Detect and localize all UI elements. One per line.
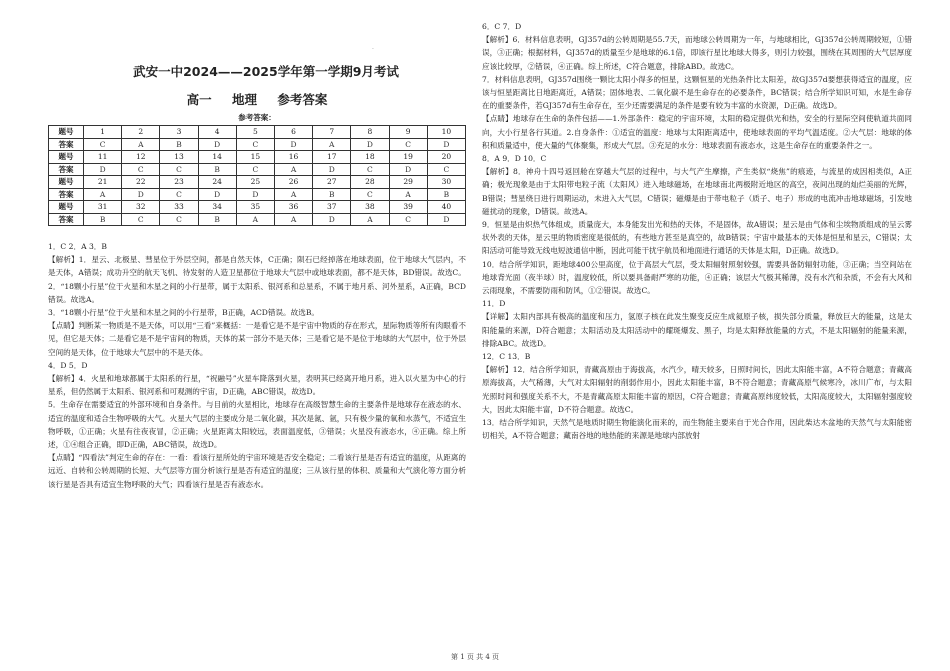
- answer-cell: A: [389, 188, 427, 201]
- answer-row: [49, 163, 466, 176]
- question-number-cell: 30: [427, 176, 465, 189]
- question-number-cell: 1: [84, 126, 122, 139]
- question-number-cell: 28: [351, 176, 389, 189]
- question-number-cell: 5: [236, 126, 274, 139]
- answer-cell: B: [198, 213, 236, 226]
- answer-cell: C: [236, 138, 274, 151]
- question-number-cell: 12: [122, 151, 160, 164]
- question-number-cell: 39: [389, 201, 427, 214]
- answer-cell: D: [313, 163, 351, 176]
- question-number-row: [49, 201, 466, 214]
- answer-cell: D: [122, 188, 160, 201]
- answer-cell: D: [427, 213, 465, 226]
- question-number-cell: 19: [389, 151, 427, 164]
- right-column: [482, 20, 912, 443]
- explanation-paragraph: 8．A 9．D 10．C: [482, 154, 547, 164]
- explanation-paragraph: 1．C 2．A 3．B: [48, 242, 107, 251]
- question-number-cell: 25: [236, 176, 274, 189]
- answer-cell: D: [427, 138, 465, 151]
- explanation-paragraph: 【解析】6．材料信息表明，GJ357d的公转周期是55.7天，而地球公转周期为一年，与地球相比，GJ357d公转周期较短，①错误，③正确；根据材料，GJ357d的质量至少是地球的6.1倍，即该行星比地球大得多，则引力较强，围绕在其周围的大气层厚度应该比较厚，②错误，④正确。综上所述，C符合题意，排除ABD。故选C。: [482, 35, 912, 71]
- question-number-row: [49, 151, 466, 164]
- question-number-row: [49, 126, 466, 139]
- question-number-cell: 7: [313, 126, 351, 139]
- answer-row: [49, 188, 466, 201]
- answer-cell: C: [427, 163, 465, 176]
- question-label-cell: 题号: [49, 201, 84, 214]
- explanation-paragraph: 9．恒星是由炽热气体组成，质量庞大，本身能发出光和热的天体，不是固体，故A错误；星云是由气体和尘埃物质组成的呈云雾状外表的天体，星云里的物质密度是很低的，有些地方甚至是真空的，故B错误；宇宙中最基本的天体是恒星和星云，C错误；太阳活动可能导致无线电短波通信中断，因此可能干扰宇航员和地面进行通话的天体是太阳，D正确。故选D。: [482, 220, 912, 256]
- question-number-cell: 32: [122, 201, 160, 214]
- question-number-cell: 38: [351, 201, 389, 214]
- answer-cell: D: [84, 163, 122, 176]
- question-number-cell: 20: [427, 151, 465, 164]
- explanation-paragraph: 6．C 7．D: [482, 22, 522, 31]
- question-number-cell: 11: [84, 151, 122, 164]
- answer-cell: C: [236, 163, 274, 176]
- answer-cell: C: [122, 163, 160, 176]
- explanation-paragraph: 【点睛】“四看法”判定生命的存在：一看：看该行星所处的宇宙环境是否安全稳定；二看该行星是否有适宜的温度，从距离的远近、自转和公转周期的长短、大气层等方面分析该行星是否有适宜的温度；三从该行星的体积、质量和大气演化等方面分析该行星是否具有适宜生物呼吸的大气；四看该行星是否有液态水。: [48, 453, 466, 489]
- answer-row: [49, 138, 466, 151]
- question-number-cell: 21: [84, 176, 122, 189]
- question-number-cell: 24: [198, 176, 236, 189]
- answer-cell: B: [84, 213, 122, 226]
- explanation-paragraph: 10．结合所学知识，距地球400公里高度，位于高层大气层，受太阳辐射照射较强，需要具备防辐射功能，③正确；当空间站在地球背光面（夜半球）时，温度较低，所以要具备耐严寒的功能，④正确；该层大气极其稀薄，没有水汽和杂质，不会有大风和云雨现象，不需要防雨和防风，①②错误。故选C。: [482, 259, 912, 296]
- answer-cell: A: [274, 188, 312, 201]
- question-number-cell: 23: [160, 176, 198, 189]
- explanation-paragraph: 【解析】1．星云、北极星、彗星位于外层空间，都是自然天体，C正确；陨石已经掉落在地球表面，位于地球大气层内，不是天体，A错误；成功升空的航天飞机、待发射的人造卫星都位于地球大气层中或地球表面，都不是天体，BD错误。故选C。: [48, 255, 466, 278]
- answer-cell: B: [160, 138, 198, 151]
- answer-cell: B: [427, 188, 465, 201]
- answer-cell: C: [122, 213, 160, 226]
- answer-cell: B: [198, 163, 236, 176]
- question-number-cell: 18: [351, 151, 389, 164]
- explanation-paragraph: 7．材料信息表明，GJ357d围绕一颗比太阳小得多的恒星，这颗恒星的光热条件比太阳差，故GJ357d要想获得适宜的温度，应该与恒星距离比日地距离近，A错误；固体地表、二氧化碳不是生命存在的必要条件，BC错误；结合所学知识可知，水是生命存在的重要条件，若GJ357d有生命存在，至少还需要满足的条件是要有较为丰富的水资源，D正确。故选D。: [482, 74, 912, 111]
- explanation-paragraph: 4．D 5．D: [48, 360, 88, 370]
- question-number-cell: 35: [236, 201, 274, 214]
- answer-cell: C: [389, 138, 427, 151]
- question-label-cell: 题号: [49, 176, 84, 189]
- explanation-paragraph: 2．“18颗小行星”位于火星和木星之间的小行星带，属于太阳系、银河系和总星系，不属于地月系、河外星系，A正确，BCD错误。故选A。: [48, 281, 466, 304]
- explanation-paragraph: 13．结合所学知识，天然气是地质时期生物能演化而来的，而生物能主要来自于光合作用，因此柴达木盆地的天然气与太阳能密切相关，A不符合题意；藏南谷地的地热能的来源是地球内部放射: [482, 418, 912, 441]
- answer-cell: A: [236, 213, 274, 226]
- top-mark: .: [372, 44, 374, 51]
- question-number-cell: 3: [160, 126, 198, 139]
- answer-cell: C: [389, 213, 427, 226]
- answer-cell: A: [274, 163, 312, 176]
- exam-title: 武安一中2024——2025学年第一学期9月考试: [133, 64, 399, 79]
- answer-cell: A: [351, 213, 389, 226]
- question-number-cell: 40: [427, 201, 465, 214]
- question-number-cell: 13: [160, 151, 198, 164]
- left-column: [48, 62, 466, 491]
- question-number-cell: 4: [198, 126, 236, 139]
- question-number-cell: 34: [198, 201, 236, 214]
- explanation-paragraph: 11．D: [482, 299, 506, 309]
- explanation-paragraph: 12．C 13．B: [482, 352, 531, 362]
- answer-row: [49, 213, 466, 226]
- question-number-cell: 17: [313, 151, 351, 164]
- question-label-cell: 题号: [49, 126, 84, 139]
- question-number-cell: 6: [274, 126, 312, 139]
- question-number-cell: 27: [313, 176, 351, 189]
- question-number-cell: 37: [313, 201, 351, 214]
- answer-label-cell: 答案: [49, 188, 84, 201]
- question-number-row: [49, 176, 466, 189]
- question-number-cell: 22: [122, 176, 160, 189]
- answer-cell: C: [160, 188, 198, 201]
- answer-table: [48, 125, 466, 226]
- answer-cell: A: [313, 138, 351, 151]
- answer-label-cell: 答案: [49, 163, 84, 176]
- answer-cell: A: [84, 188, 122, 201]
- question-number-cell: 15: [236, 151, 274, 164]
- answer-cell: C: [160, 163, 198, 176]
- answer-cell: D: [198, 188, 236, 201]
- question-number-cell: 8: [351, 126, 389, 139]
- question-number-cell: 16: [274, 151, 312, 164]
- exam-subtitle: 高一 地理 参考答案: [186, 92, 328, 107]
- left-explanations: [48, 240, 466, 491]
- explanation-paragraph: 3．“18颗小行星”位于火星和木星之间的小行星带，B正确，ACD错误。故选B。: [48, 308, 320, 318]
- explanation-paragraph: 【解析】4．火星和地球都属于太阳系的行星，“祝融号”火星车降落到火星，表明其已经离开地月系，进入以火星为中心的行星系，但仍然属于太阳系、银河系和可观测的宇宙，D正确，ABC错误，故选D。: [48, 374, 466, 397]
- answer-cell: D: [389, 163, 427, 176]
- answer-cell: C: [351, 163, 389, 176]
- page-footer: 第 1 页 共 4 页: [450, 653, 500, 661]
- answer-cell: A: [274, 213, 312, 226]
- answer-cell: C: [351, 188, 389, 201]
- question-number-cell: 9: [389, 126, 427, 139]
- answer-cell: A: [122, 138, 160, 151]
- question-number-cell: 26: [274, 176, 312, 189]
- answer-label-cell: 答案: [49, 138, 84, 151]
- explanation-paragraph: 【点睛】地球存在生命的条件包括——1.外部条件：稳定的宇宙环境，太阳的稳定提供光和热，安全的行星际空间使轨道共面同向，大小行星各行其道。2.自身条件：①适宜的温度：地球与太阳距离适中，使地球表面的平均气温适度。②大气层：地球的体积和质量适中，使大量的气体聚集，形成大气层。③充足的水分：地球表面有液态水，这是生命存在的重要条件之一。: [482, 114, 912, 150]
- question-number-cell: 14: [198, 151, 236, 164]
- answer-cell: C: [84, 138, 122, 151]
- question-number-cell: 36: [274, 201, 312, 214]
- answer-cell: B: [313, 188, 351, 201]
- answer-cell: D: [198, 138, 236, 151]
- explanation-paragraph: 【点睛】判断某一物质是不是天体，可以用“三看”来概括：一是看它是不是宇宙中物质的存在形式，星际物质等所有肉眼看不见，但它是天体；二是看它是不是宇宙间的物质，天体的某一部分不是天体；三是看它是不是位于地球的大气层中，位于外层空间的是天体，位于地球大气层中的不是天体。: [48, 321, 466, 357]
- question-number-cell: 2: [122, 126, 160, 139]
- question-number-cell: 29: [389, 176, 427, 189]
- explanation-paragraph: 【解析】12．结合所学知识，青藏高原由于海拔高，水汽少，晴天较多，日照时间长，因此太阳能丰富，A不符合题意；青藏高原海拔高，大气稀薄，大气对太阳辐射的削弱作用小，因此太阳能丰富，B不符合题意；青藏高原气候寒冷，冰川广布，与太阳光照时间和强度关系不大，不是青藏高原太阳能丰富的原因，C符合题意；青藏高原纬度较低，太阳高度较大，太阳辐射强度较大，因此太阳能丰富，D不符合题意。故选C。: [482, 365, 912, 414]
- explanation-paragraph: 【详解】太阳内部具有极高的温度和压力，氢原子核在此发生聚变反应生成氦原子核，损失部分质量，释放巨大的能量，这是太阳能量的来源，D符合题意；太阳活动及太阳活动中的耀斑爆发、黑子，均是太阳释放能量的方式，不是太阳辐射的能量来源，排除ABC。故选D。: [482, 312, 912, 348]
- question-number-cell: 10: [427, 126, 465, 139]
- explanation-paragraph: 5．生命存在需要适宜的外部环境和自身条件。与目前的火星相比，地球存在高级智慧生命的主要条件是地球存在液态的水、适宜的温度和适合生物呼吸的大气。火星大气层的主要成分是二氧化碳，其次是氮、氩，只有极少量的氧和水蒸气，不适宜生物呼吸，①正确；火星有往夜夜冒，②正确；火星距离太阳较远，表面温度低，③错误；火星没有液态水，④正确。综上所述，①④组合正确，即D正确，ABC错误，故选D。: [48, 400, 466, 450]
- answer-caption: 参考答案：: [238, 113, 276, 122]
- answer-cell: D: [313, 213, 351, 226]
- answer-cell: C: [160, 213, 198, 226]
- answer-cell: D: [236, 188, 274, 201]
- question-label-cell: 题号: [49, 151, 84, 164]
- answer-label-cell: 答案: [49, 213, 84, 226]
- answer-cell: D: [274, 138, 312, 151]
- question-number-cell: 31: [84, 201, 122, 214]
- answer-cell: D: [351, 138, 389, 151]
- explanation-paragraph: 【解析】8．神舟十四号返回舱在穿越大气层的过程中，与大气产生摩擦，产生类似“烧焦”的痕迹，与流星的成因相类似，A正确；极光现象是由于太阳带电粒子流（太阳风）进入地球磁场，在地球南北两极附近地区的高空，夜间出现的灿烂美丽的光辉，B错误；彗星绕日进行周期运动，未进入大气层，C错误；磁爆是由于带电粒子（质子、电子）形成的电流冲击地球磁场，引发地磁扰动的现象，D错误。故选A。: [482, 167, 912, 216]
- question-number-cell: 33: [160, 201, 198, 214]
